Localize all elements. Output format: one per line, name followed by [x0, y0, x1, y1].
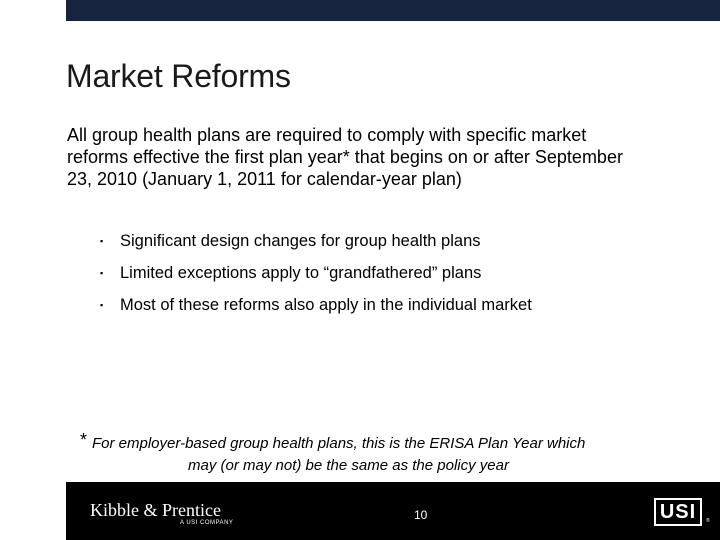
bullet-item	[100, 262, 660, 294]
intro-paragraph: All group health plans are required to comply with specific market reforms effective the first plan year* that begins on or after September 23, 2010 (January 1, 2011 for calendar-year plan)	[67, 125, 623, 189]
footnote-line-1: For employer-based group health plans, this is the ERISA Plan Year which	[92, 435, 586, 452]
bullet-text: Limited exceptions apply to “grandfathered” plans	[120, 264, 482, 282]
usi-logo: USI	[654, 498, 702, 526]
top-banner-bar	[66, 0, 720, 21]
bullet-item	[100, 294, 660, 326]
square-bullet-icon: ▪	[100, 236, 104, 246]
bullet-text: Most of these reforms also apply in the individual market	[120, 296, 532, 314]
bullet-text: Significant design changes for group health plans	[120, 232, 481, 250]
square-bullet-icon: ▪	[100, 268, 104, 278]
slide-title: Market Reforms	[66, 58, 291, 94]
page-number: 10	[414, 508, 428, 522]
bullet-item	[100, 230, 660, 262]
square-bullet-icon: ▪	[100, 300, 104, 310]
footer-bar	[66, 482, 720, 540]
registered-mark: ®	[706, 518, 710, 524]
kibble-prentice-tagline: A USI COMPANY	[180, 520, 234, 526]
footnote-line-2: may (or may not) be the same as the policy year	[188, 457, 509, 474]
bullet-list	[100, 230, 660, 326]
footnote-marker: *	[80, 430, 88, 450]
kibble-prentice-logo: Kibble & Prentice	[90, 500, 221, 520]
